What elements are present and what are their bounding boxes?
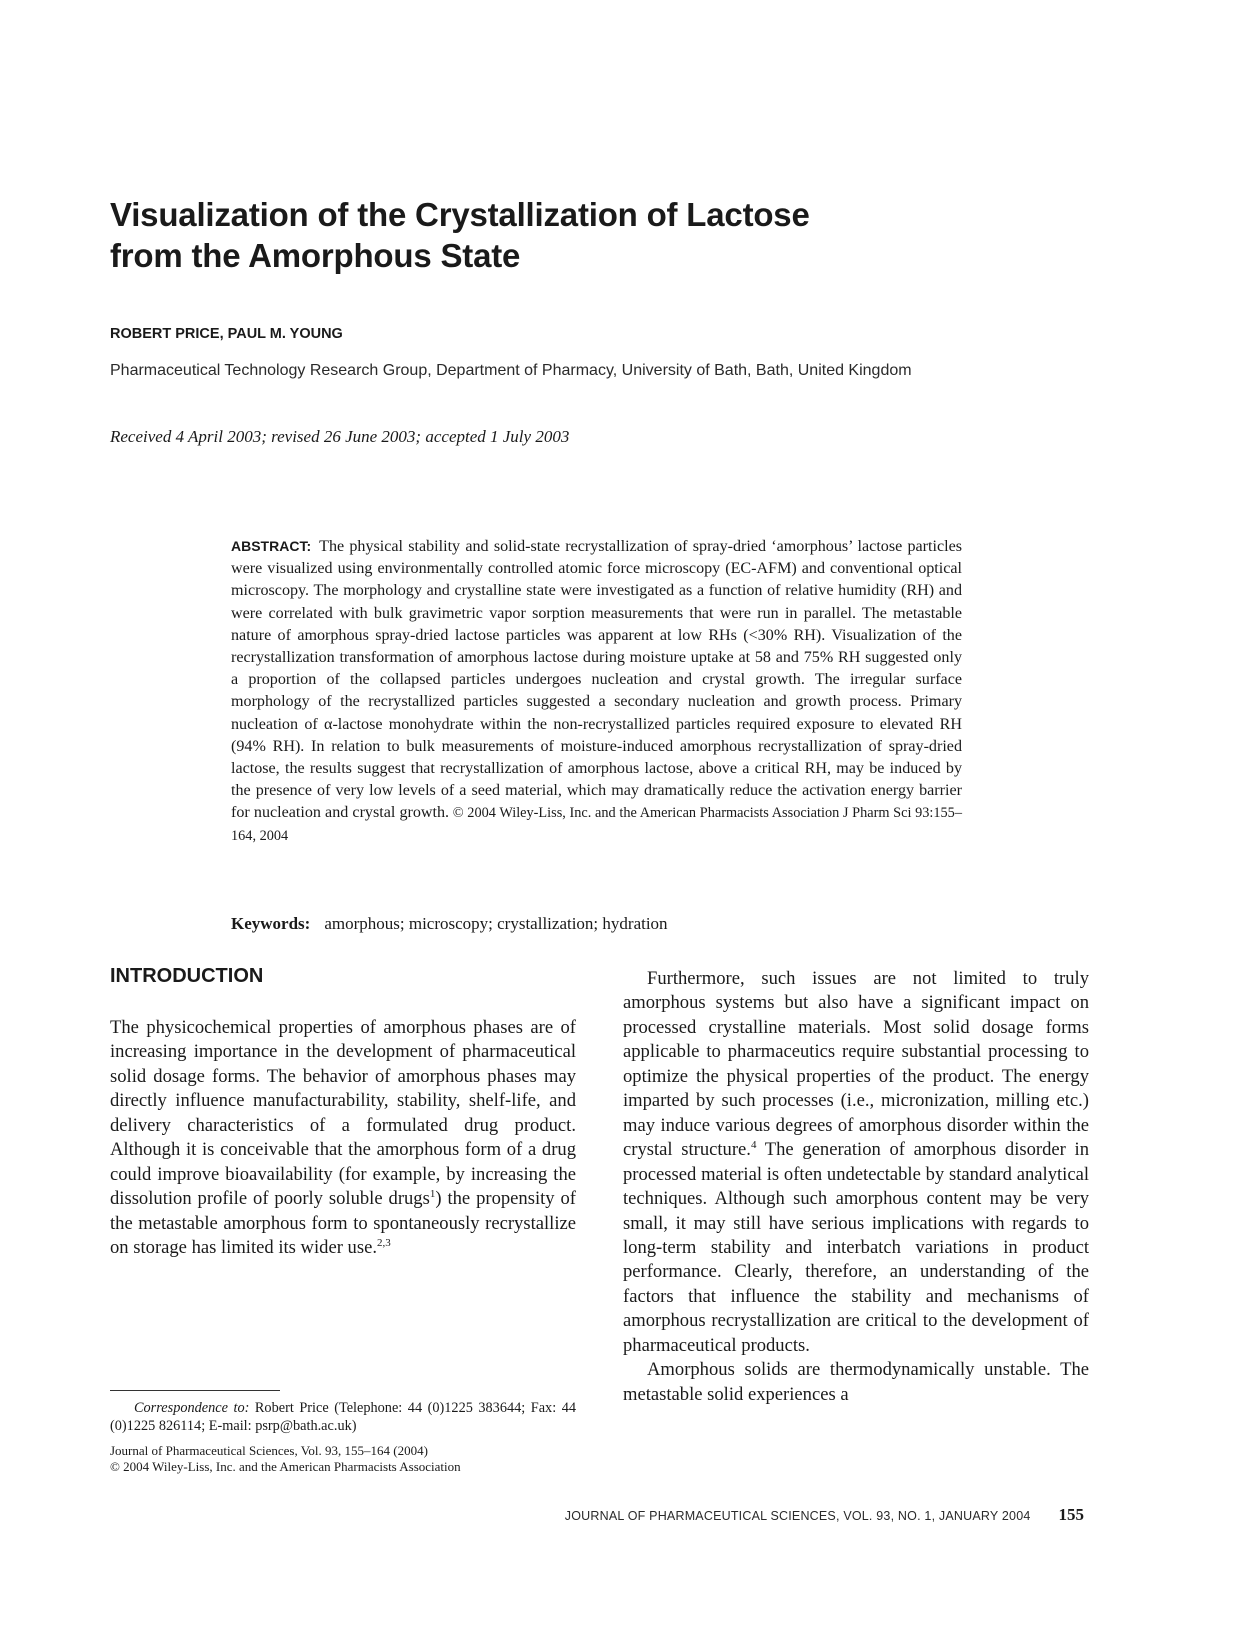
abstract-text: The physical stability and solid-state recrystallization of spray-dried ‘amorphous’ lactose particles were visualized using environmentally controlled atomic force microscopy (EC-AFM) and conventional optical microscopy. The morphology and crystalline state were investigated as a function of relative humidity (RH) and were correlated with bulk gravimetric vapor sorption measurements that were run in parallel. The metastable nature of amorphous spray-dried lactose particles was apparent at low RHs (<30% RH). Visualization of the recrystallization transformation of amorphous lactose during moisture uptake at 58 and 75% RH suggested only a proportion of the collapsed particles undergoes nucleation and crystal growth. The irregular surface morphology of the recrystallized particles suggested a secondary nucleation and growth process. Primary nucleation of α-lactose monohydrate within the non-recrystallized particles required exposure to elevated RH (94% RH). In relation to bulk measurements of moisture-induced amorphous recrystallization of spray-dried lactose, the results suggest that recrystallization of amorphous lactose, above a critical RH, may be induced by the presence of very low levels of a seed material, which may dramatically reduce the activation energy barrier for nucleation and crystal growth. — [231, 538, 962, 822]
author-list: ROBERT PRICE, PAUL M. YOUNG — [110, 326, 343, 342]
abstract — [231, 535, 962, 847]
abstract-label: ABSTRACT: — [231, 538, 312, 554]
section-heading-introduction: INTRODUCTION — [110, 965, 264, 987]
keywords — [231, 914, 668, 934]
journal-note-line-1: Journal of Pharmaceutical Sciences, Vol. 93, 155–164 (2004) — [110, 1443, 428, 1458]
title-line-1: Visualization of the Crystallization of Lactose — [110, 196, 810, 233]
page-footer — [520, 1505, 1084, 1525]
correspondence-text: Robert Price (Telephone: 44 (0)1225 383644; Fax: 44 (0)1225 826114; E-mail: psrp@bath.ac.uk) — [110, 1400, 576, 1434]
footer-journal: JOURNAL OF PHARMACEUTICAL SCIENCES, VOL. 93, NO. 1, JANUARY 2004 — [564, 1509, 1031, 1523]
intro-p2-text: Furthermore, such issues are not limited to truly amorphous systems but also have a significant impact on processed crystalline materials. Most solid dosage forms applicable to pharmaceutics require substantial processing to optimize the physical properties of the product. The energy imparted by such processes (i.e., micronization, milling etc.) may induce various degrees of amorphous disorder within the crystal structure. — [623, 968, 1089, 1161]
intro-paragraph-1 — [110, 1016, 576, 1261]
reference-4[interactable]: 4 — [750, 1138, 757, 1151]
journal-note — [110, 1443, 580, 1474]
reference-2-3[interactable]: 2,3 — [376, 1236, 391, 1249]
intro-paragraph-2 — [623, 967, 1089, 1358]
title-line-2: from the Amorphous State — [110, 237, 521, 274]
reference-1[interactable]: 1 — [429, 1187, 436, 1200]
received-dates: Received 4 April 2003; revised 26 June 2003; accepted 1 July 2003 — [110, 427, 570, 446]
keywords-text: amorphous; microscopy; crystallization; hydration — [324, 914, 668, 933]
left-column — [110, 1016, 576, 1261]
keywords-label: Keywords: — [231, 914, 311, 933]
footnote-divider — [110, 1390, 280, 1391]
intro-p1-text: The physicochemical properties of amorphous phases are of increasing importance in the development of pharmaceutical solid dosage forms. The behavior of amorphous phases may directly influence manufacturability, stability, shelf-life, and delivery characteristics of a formulated drug product. Although it is conceivable that the amorphous form of a drug could improve bioavailability (for example, by increasing the dissolution profile of poorly soluble drugs — [110, 1017, 576, 1210]
right-column — [623, 967, 1089, 1407]
intro-p1-text-cont: ) the propensity of the metastable amorphous form to spontaneously recrystallize on storage has limited its wider use. — [110, 1188, 576, 1259]
correspondence-note — [110, 1399, 576, 1435]
intro-paragraph-3: Amorphous solids are thermodynamically unstable. The metastable solid experiences a — [623, 1359, 1089, 1405]
intro-p2-text-cont: The generation of amorphous disorder in processed material is often undetectable by standard analytical techniques. Although such amorphous content may be very small, it may still have serious implications with regards to long-term stability and interbatch variations in product performance. Clearly, therefore, an understanding of the factors that influence the stability and mechanisms of amorphous recrystallization are critical to the development of pharmaceutical products. — [623, 1139, 1089, 1356]
abstract-citation: © 2004 Wiley-Liss, Inc. and the American Pharmacists Association J Pharm Sci 93:155–164, 2004 — [231, 805, 962, 844]
article-title — [110, 194, 1010, 276]
journal-note-line-2: © 2004 Wiley-Liss, Inc. and the American Pharmacists Association — [110, 1458, 461, 1474]
affiliation: Pharmaceutical Technology Research Group, Department of Pharmacy, University of Bath, Bath, United Kingdom — [110, 362, 912, 379]
correspondence-label: Correspondence to: — [134, 1400, 250, 1416]
page-number: 155 — [1058, 1505, 1084, 1524]
